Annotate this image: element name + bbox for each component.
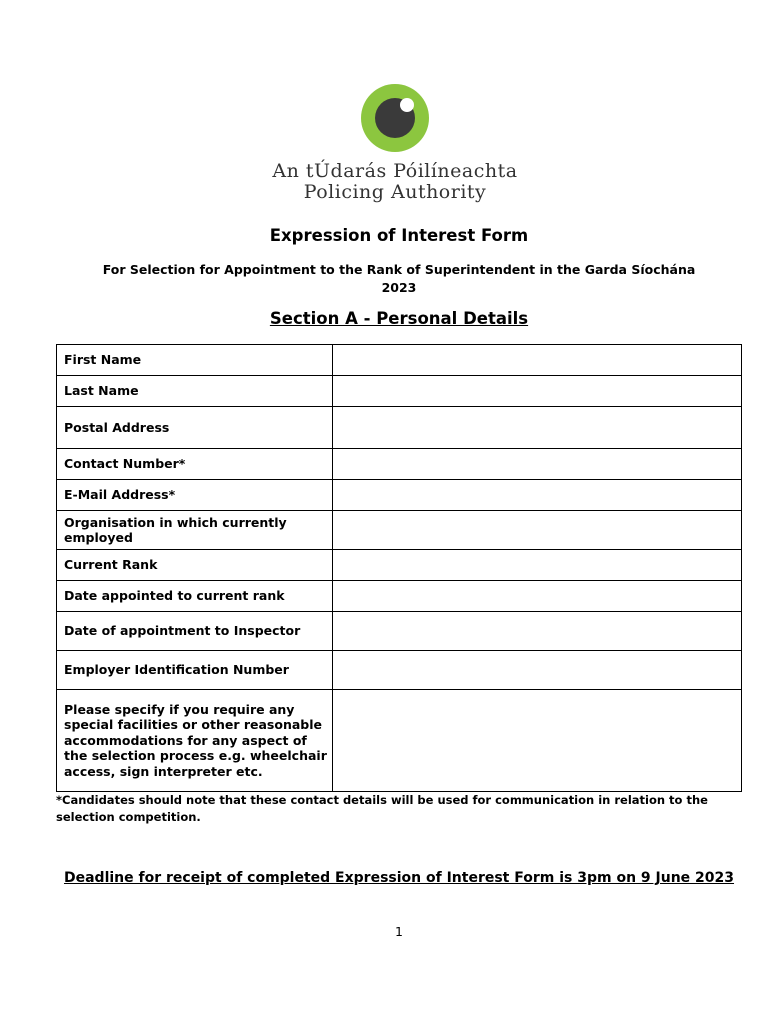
- special-facilities-field[interactable]: [333, 690, 742, 792]
- organisation-field[interactable]: [333, 511, 742, 550]
- form-title: Expression of Interest Form: [269, 226, 529, 245]
- form-subtitle: [50, 261, 748, 297]
- employer-id-field[interactable]: [333, 651, 742, 690]
- row-postal-address: [57, 407, 742, 449]
- org-name-irish: An tÚdarás Póilíneachta: [272, 160, 518, 182]
- org-name-english: Policing Authority: [303, 181, 487, 203]
- postal-address-label: Postal Address: [57, 407, 333, 449]
- row-current-rank: [57, 550, 742, 581]
- contact-number-field[interactable]: [333, 449, 742, 480]
- section-a-heading: Section A - Personal Details: [269, 309, 529, 328]
- date-inspector-label: Date of appointment to Inspector: [57, 612, 333, 651]
- personal-details-table: [56, 344, 742, 792]
- organisation-label: Organisation in which currently employed: [57, 511, 333, 550]
- row-organisation: [57, 511, 742, 550]
- current-rank-label: Current Rank: [57, 550, 333, 581]
- last-name-label: Last Name: [57, 376, 333, 407]
- first-name-field[interactable]: [333, 345, 742, 376]
- row-first-name: [57, 345, 742, 376]
- row-contact-number: [57, 449, 742, 480]
- row-employer-id: [57, 651, 742, 690]
- employer-id-label: Employer Identification Number: [57, 651, 333, 690]
- date-current-rank-label: Date appointed to current rank: [57, 581, 333, 612]
- contact-number-label: Contact Number*: [57, 449, 333, 480]
- deadline-notice: Deadline for receipt of completed Expression of Interest Form is 3pm on 9 June 2023: [63, 870, 735, 886]
- policing-authority-eye-logo: [360, 83, 430, 153]
- postal-address-field[interactable]: [333, 407, 742, 449]
- page-number: 1: [395, 924, 403, 939]
- email-address-label: E-Mail Address*: [57, 480, 333, 511]
- row-date-inspector: [57, 612, 742, 651]
- last-name-field[interactable]: [333, 376, 742, 407]
- email-address-field[interactable]: [333, 480, 742, 511]
- row-email-address: [57, 480, 742, 511]
- logo-highlight: [400, 98, 414, 112]
- date-inspector-field[interactable]: [333, 612, 742, 651]
- subtitle-line-1: For Selection for Appointment to the Rank of Superintendent in the Garda Síochána: [102, 262, 696, 277]
- special-facilities-label: Please specify if you require any special facilities or other reasonable accommodations for any aspect of the selection process e.g. wheelchair access, sign interpreter etc.: [57, 690, 333, 792]
- row-last-name: [57, 376, 742, 407]
- contact-details-footnote: *Candidates should note that these contact details will be used for communication in relation to the selection competition.: [56, 793, 708, 824]
- date-current-rank-field[interactable]: [333, 581, 742, 612]
- current-rank-field[interactable]: [333, 550, 742, 581]
- row-special-facilities: [57, 690, 742, 792]
- subtitle-line-2: 2023: [381, 280, 417, 295]
- row-date-current-rank: [57, 581, 742, 612]
- first-name-label: First Name: [57, 345, 333, 376]
